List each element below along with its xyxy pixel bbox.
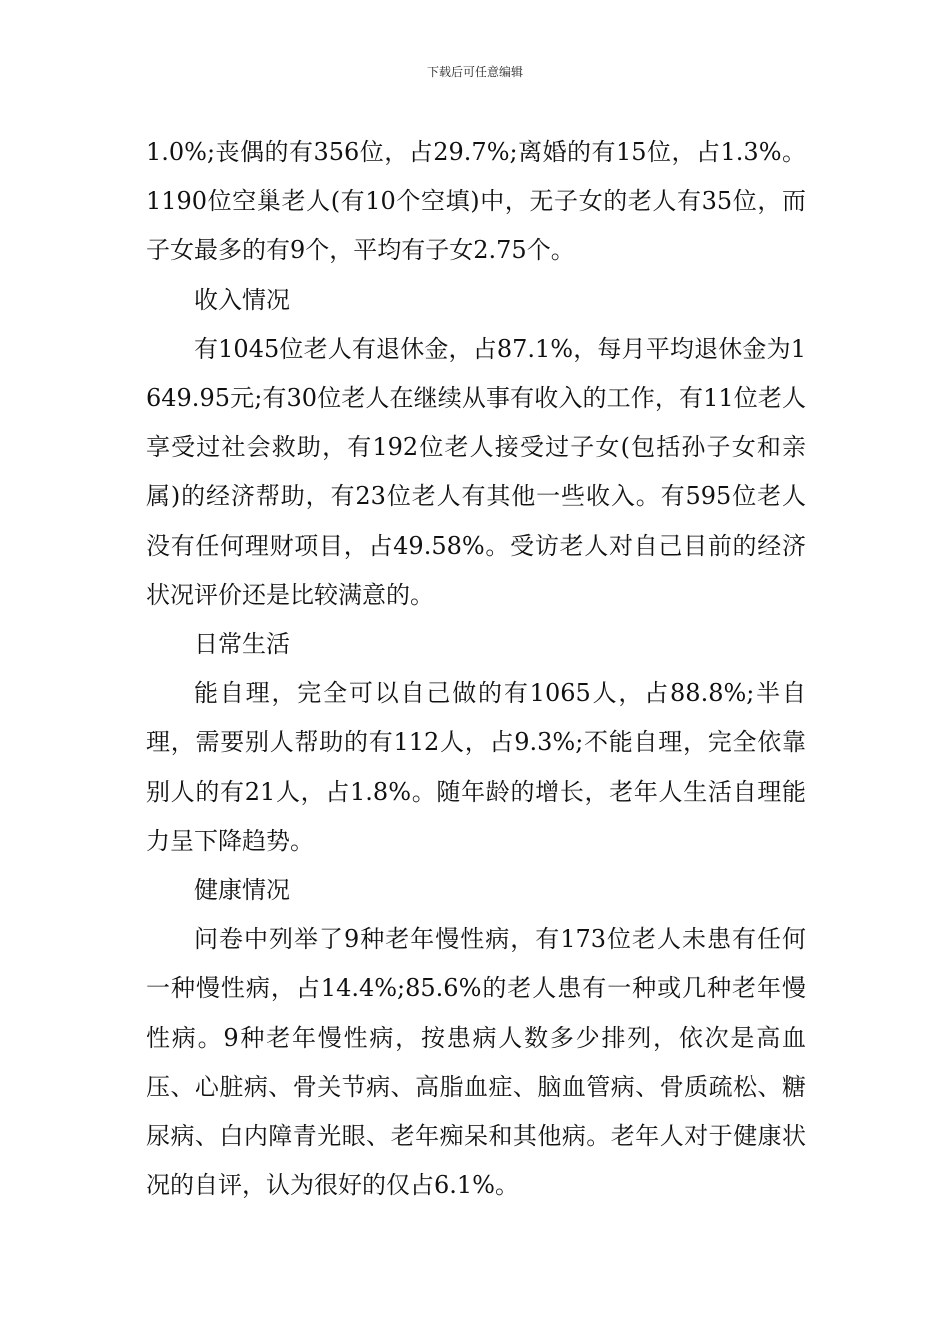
section-heading-income: 收入情况 bbox=[194, 285, 290, 314]
paragraph-marital-children: 1.0%;丧偶的有356位，占29.7%;离婚的有15位，占1.3%。1190位空巢老人(有10个空填)中，无子女的老人有35位，而子女最多的有9个，平均有子女2.75个。 bbox=[146, 138, 806, 265]
paragraph-health: 问卷中列举了9种老年慢性病，有173位老人未患有任何一种慢性病，占14.4%;85.6%的老人患有一种或几种老年慢性病。9种老年慢性病，按患病人数多少排列，依次是高血压、心脏病、骨关节病、高脂血症、脑血管病、骨质疏松、糖尿病、白内障青光眼、老年痴呆和其他病。老年人对于健康状况的自评，认为很好的仅占6.1%。 bbox=[146, 925, 806, 1200]
paragraph-daily-life: 能自理，完全可以自己做的有1065人，占88.8%;半自理，需要别人帮助的有112人，占9.3%;不能自理，完全依靠别人的有21人，占1.8%。随年龄的增长，老年人生活自理能力呈下降趋势。 bbox=[146, 679, 806, 855]
document-body bbox=[146, 128, 806, 1210]
section-heading-health: 健康情况 bbox=[194, 876, 290, 905]
section-heading-daily-life: 日常生活 bbox=[194, 630, 290, 659]
paragraph-income: 有1045位老人有退休金，占87.1%，每月平均退休金为1649.95元;有30位老人在继续从事有收入的工作，有11位老人享受过社会救助，有192位老人接受过子女(包括孙子女和亲属)的经济帮助，有23位老人有其他一些收入。有595位老人没有任何理财项目，占49.58%。受访老人对自己目前的经济状况评价还是比较满意的。 bbox=[146, 334, 806, 609]
page-header-note: 下载后可任意编辑 bbox=[426, 65, 523, 79]
